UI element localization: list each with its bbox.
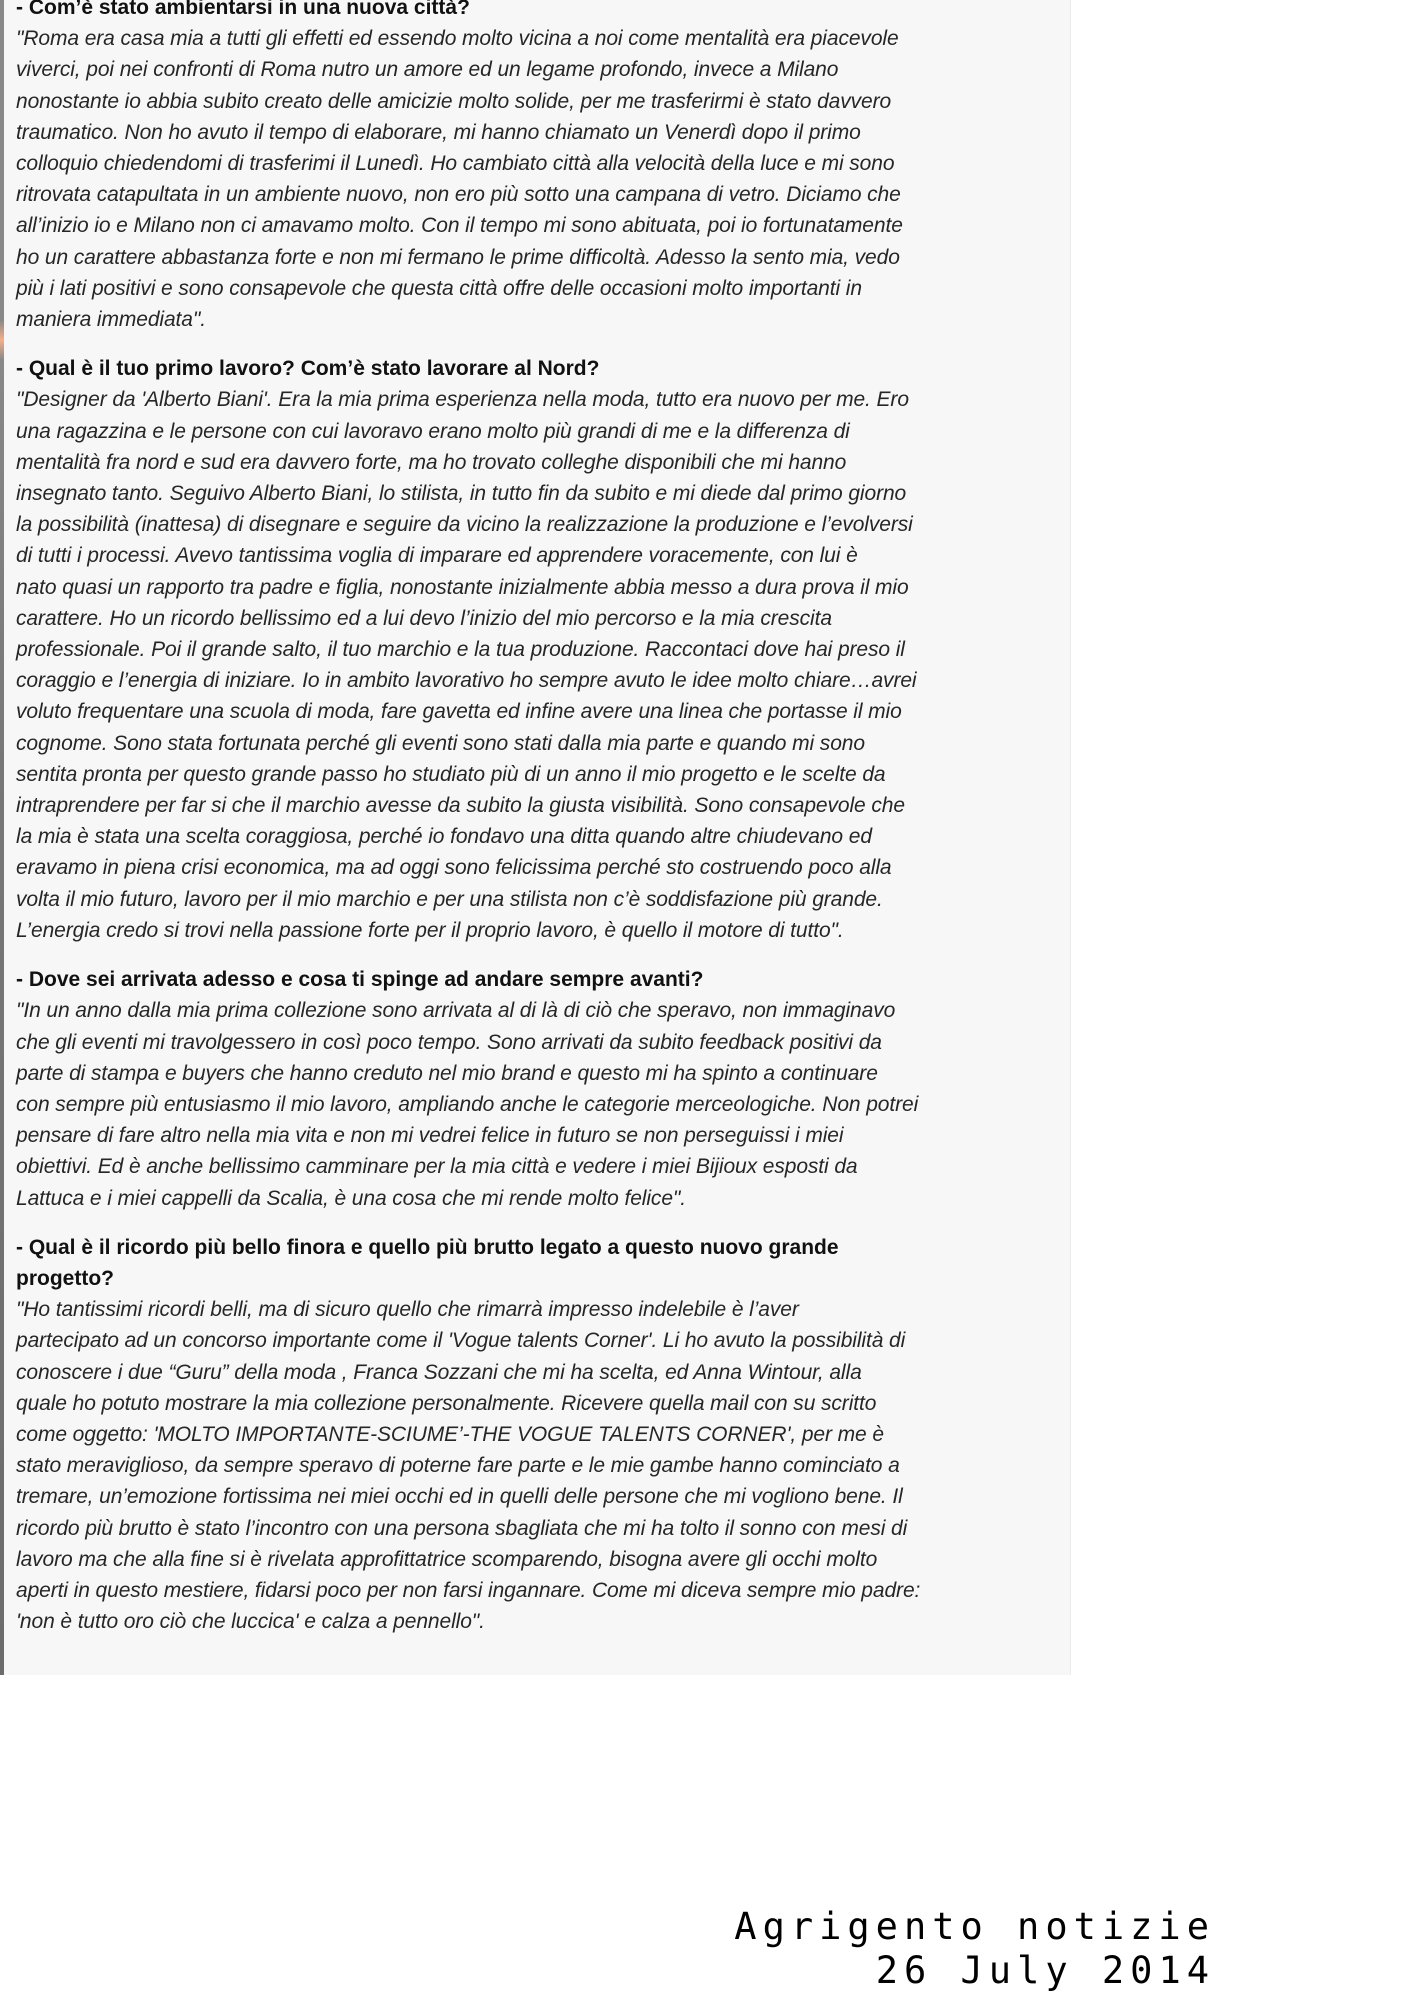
qa-block xyxy=(16,0,1051,335)
page-edge xyxy=(0,0,4,1675)
qa-block xyxy=(16,353,1051,946)
qa-block xyxy=(16,1232,1051,1638)
source-name: Agrigento notizie xyxy=(734,1905,1215,1948)
question-heading: - Com’è stato ambientarsi in una nuova città? xyxy=(16,0,470,19)
answer-text: "Designer da 'Alberto Biani'. Era la mia prima esperienza nella moda, tutto era nuovo per me. Ero una ragazzina e le persone con cui lavoravo erano molto più grandi di me e la differenza di mentalità fra nord e sud era davvero forte, ma ho trovato colleghe disponibili che mi hanno insegnato tanto. Seguivo Alberto Biani, lo stilista, in tutto fin da subito e mi diede dal primo giorno la possibilità (inattesa) di disegnare e seguire da vicino la realizzazione la produzione e l’evolversi di tutti i processi. Avevo tantissima voglia di imparare ed apprendere voracemente, con lui è nato quasi un rapporto tra padre e figlia, nonostante inizialmente abbia messo a dura prova il mio carattere. Ho un ricordo bellissimo ed a lui devo l’inizio del mio percorso e la mia crescita professionale. Poi il grande salto, il tuo marchio e la tua produzione. Raccontaci dove hai preso il coraggio e l’energia di iniziare. Io in ambito lavorativo ho sempre avuto le idee molto chiare…avrei voluto frequentare una scuola di moda, fare gavetta ed infine avere una linea che portasse il mio cognome. Sono stata fortunata perché gli eventi sono stati dalla mia parte e quando mi sono sentita pronta per questo grande passo ho studiato più di un anno il mio progetto e le scelte da intraprendere per far si che il marchio avesse da subito la giusta visibilità. Sono consapevole che la mia è stata una scelta coraggiosa, perché io fondavo una ditta quando altre chiudevano ed eravamo in piena crisi economica, ma ad oggi sono felicissima perché sto costruendo poco alla volta il mio futuro, lavoro per il mio marchio e per una stilista non c’è soddisfazione più grande. L’energia credo si trovi nella passione forte per il proprio lavoro, è quello il motore di tutto". xyxy=(16,388,917,942)
answer-text: "Roma era casa mia a tutti gli effetti ed essendo molto vicina a noi come mentalità era piacevole viverci, poi nei confronti di Roma nutro un amore ed un legame profondo, invece a Milano nonostante io abbia subito creato delle amicizie molto solide, per me trasferirmi è stato davvero traumatico. Non ho avuto il tempo di elaborare, mi hanno chiamato un Venerdì dopo il primo colloquio chiedendomi di trasferimi il Lunedì. Ho cambiato città alla velocità della luce e mi sono ritrovata catapultata in un ambiente nuovo, non ero più sotto una campana di vetro. Diciamo che all’inizio io e Milano non ci amavamo molto. Con il tempo mi sono abituata, poi io fortunatamente ho un carattere abbastanza forte e non mi fermano le prime difficoltà. Adesso la sento mia, vedo più i lati positivi e sono consapevole che questa città offre delle occasioni molto importanti in maniera immediata". xyxy=(16,27,903,332)
interview-article xyxy=(16,0,1051,1637)
qa-block xyxy=(16,964,1051,1214)
question-heading: - Qual è il tuo primo lavoro? Com’è stato lavorare al Nord? xyxy=(16,357,600,381)
source-signature xyxy=(734,1905,1215,1993)
answer-text: "In un anno dalla mia prima collezione sono arrivata al di là di ciò che speravo, non immaginavo che gli eventi mi travolgessero in così poco tempo. Sono arrivati da subito feedback positivi da parte di stampa e buyers che hanno creduto nel mio brand e questo mi ha spinto a continuare con sempre più entusiasmo il mio lavoro, ampliando anche le categorie merceologiche. Non potrei pensare di fare altro nella mia vita e non mi vedrei felice in futuro se non perseguissi i miei obiettivi. Ed è anche bellissimo camminare per la mia città e vedere i miei Bijioux esposti da Lattuca e i miei cappelli da Scalia, è una cosa che mi rende molto felice". xyxy=(16,999,919,1210)
question-heading: - Dove sei arrivata adesso e cosa ti spinge ad andare sempre avanti? xyxy=(16,968,704,992)
source-date: 26 July 2014 xyxy=(875,1949,1215,1992)
answer-text: "Ho tantissimi ricordi belli, ma di sicuro quello che rimarrà impresso indelebile è l’aver partecipato ad un concorso importante come il 'Vogue talents Corner'. Li ho avuto la possibilità di conoscere i due “Guru” della moda , Franca Sozzani che mi ha scelta, ed Anna Wintour, alla quale ho potuto mostrare la mia collezione personalmente. Ricevere quella mail con su scritto come oggetto: 'MOLTO IMPORTANTE-SCIUME’-THE VOGUE TALENTS CORNER', per me è stato meraviglioso, da sempre speravo di poterne fare parte e le mie gambe hanno cominciato a tremare, un’emozione fortissima nei miei occhi ed in quelli delle persone che mi vogliono bene. Il ricordo più brutto è stato l’incontro con una persona sbagliata che mi ha tolto il sonno con mesi di lavoro ma che alla fine si è rivelata approfittatrice scomparendo, bisogna avere gli occhi molto aperti in questo mestiere, fidarsi poco per non farsi ingannare. Come mi diceva sempre mio padre: 'non è tutto oro ciò che luccica' e calza a pennello". xyxy=(16,1298,921,1634)
question-heading: - Qual è il ricordo più bello finora e quello più brutto legato a questo nuovo grande progetto? xyxy=(16,1235,839,1290)
